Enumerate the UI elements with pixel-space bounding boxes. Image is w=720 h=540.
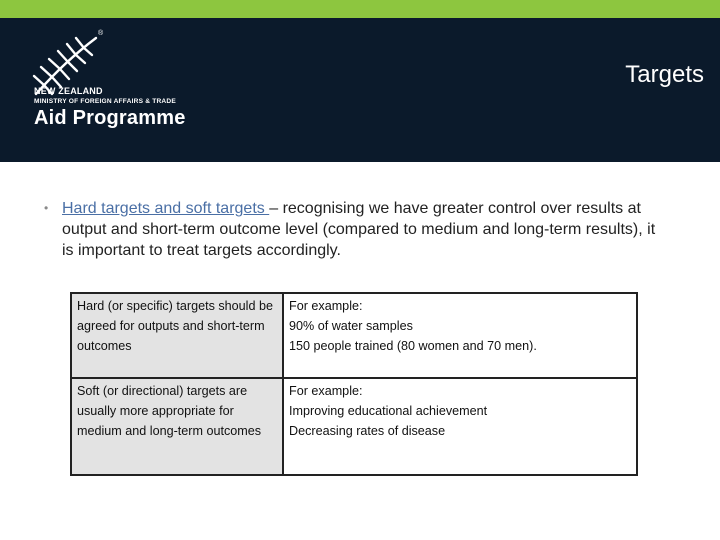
- top-accent-bar: [0, 0, 720, 18]
- example-item: Decreasing rates of disease: [289, 424, 446, 438]
- hard-soft-targets-link[interactable]: Hard targets and soft targets: [62, 200, 270, 217]
- example-item: 150 people trained (80 women and 70 men).: [289, 339, 537, 353]
- table-row: [71, 293, 637, 378]
- logo-new-zealand: NEW ZEALAND: [34, 86, 103, 96]
- bullet-dot-icon: •: [44, 201, 49, 215]
- header-banner: [0, 18, 720, 162]
- logo-aid-programme: Aid Programme: [34, 107, 186, 129]
- example-heading: For example:: [289, 299, 363, 313]
- bullet-body: – recognising we have greater control over results at output and short-term outcome level (compared to medium and long-term results), it is important to treat targets accordingly.: [62, 200, 656, 259]
- example-item: Improving educational achievement: [289, 404, 488, 418]
- logo-ministry: MINISTRY OF FOREIGN AFFAIRS & TRADE: [34, 98, 176, 105]
- bullet-point: [44, 198, 664, 261]
- bullet-text: [62, 198, 664, 261]
- targets-table: [70, 292, 638, 476]
- page-title: Targets: [625, 61, 704, 88]
- registered-mark: ®: [98, 30, 104, 37]
- table-row: [71, 378, 637, 475]
- table-cell-soft-targets: Soft (or directional) targets are usually more appropriate for medium and long-term outcomes: [71, 378, 283, 475]
- table-cell-soft-examples: [283, 378, 637, 475]
- example-heading: For example:: [289, 384, 363, 398]
- example-item: 90% of water samples: [289, 319, 413, 333]
- table-cell-hard-examples: [283, 293, 637, 378]
- table-cell-hard-targets: Hard (or specific) targets should be agreed for outputs and short-term outcomes: [71, 293, 283, 378]
